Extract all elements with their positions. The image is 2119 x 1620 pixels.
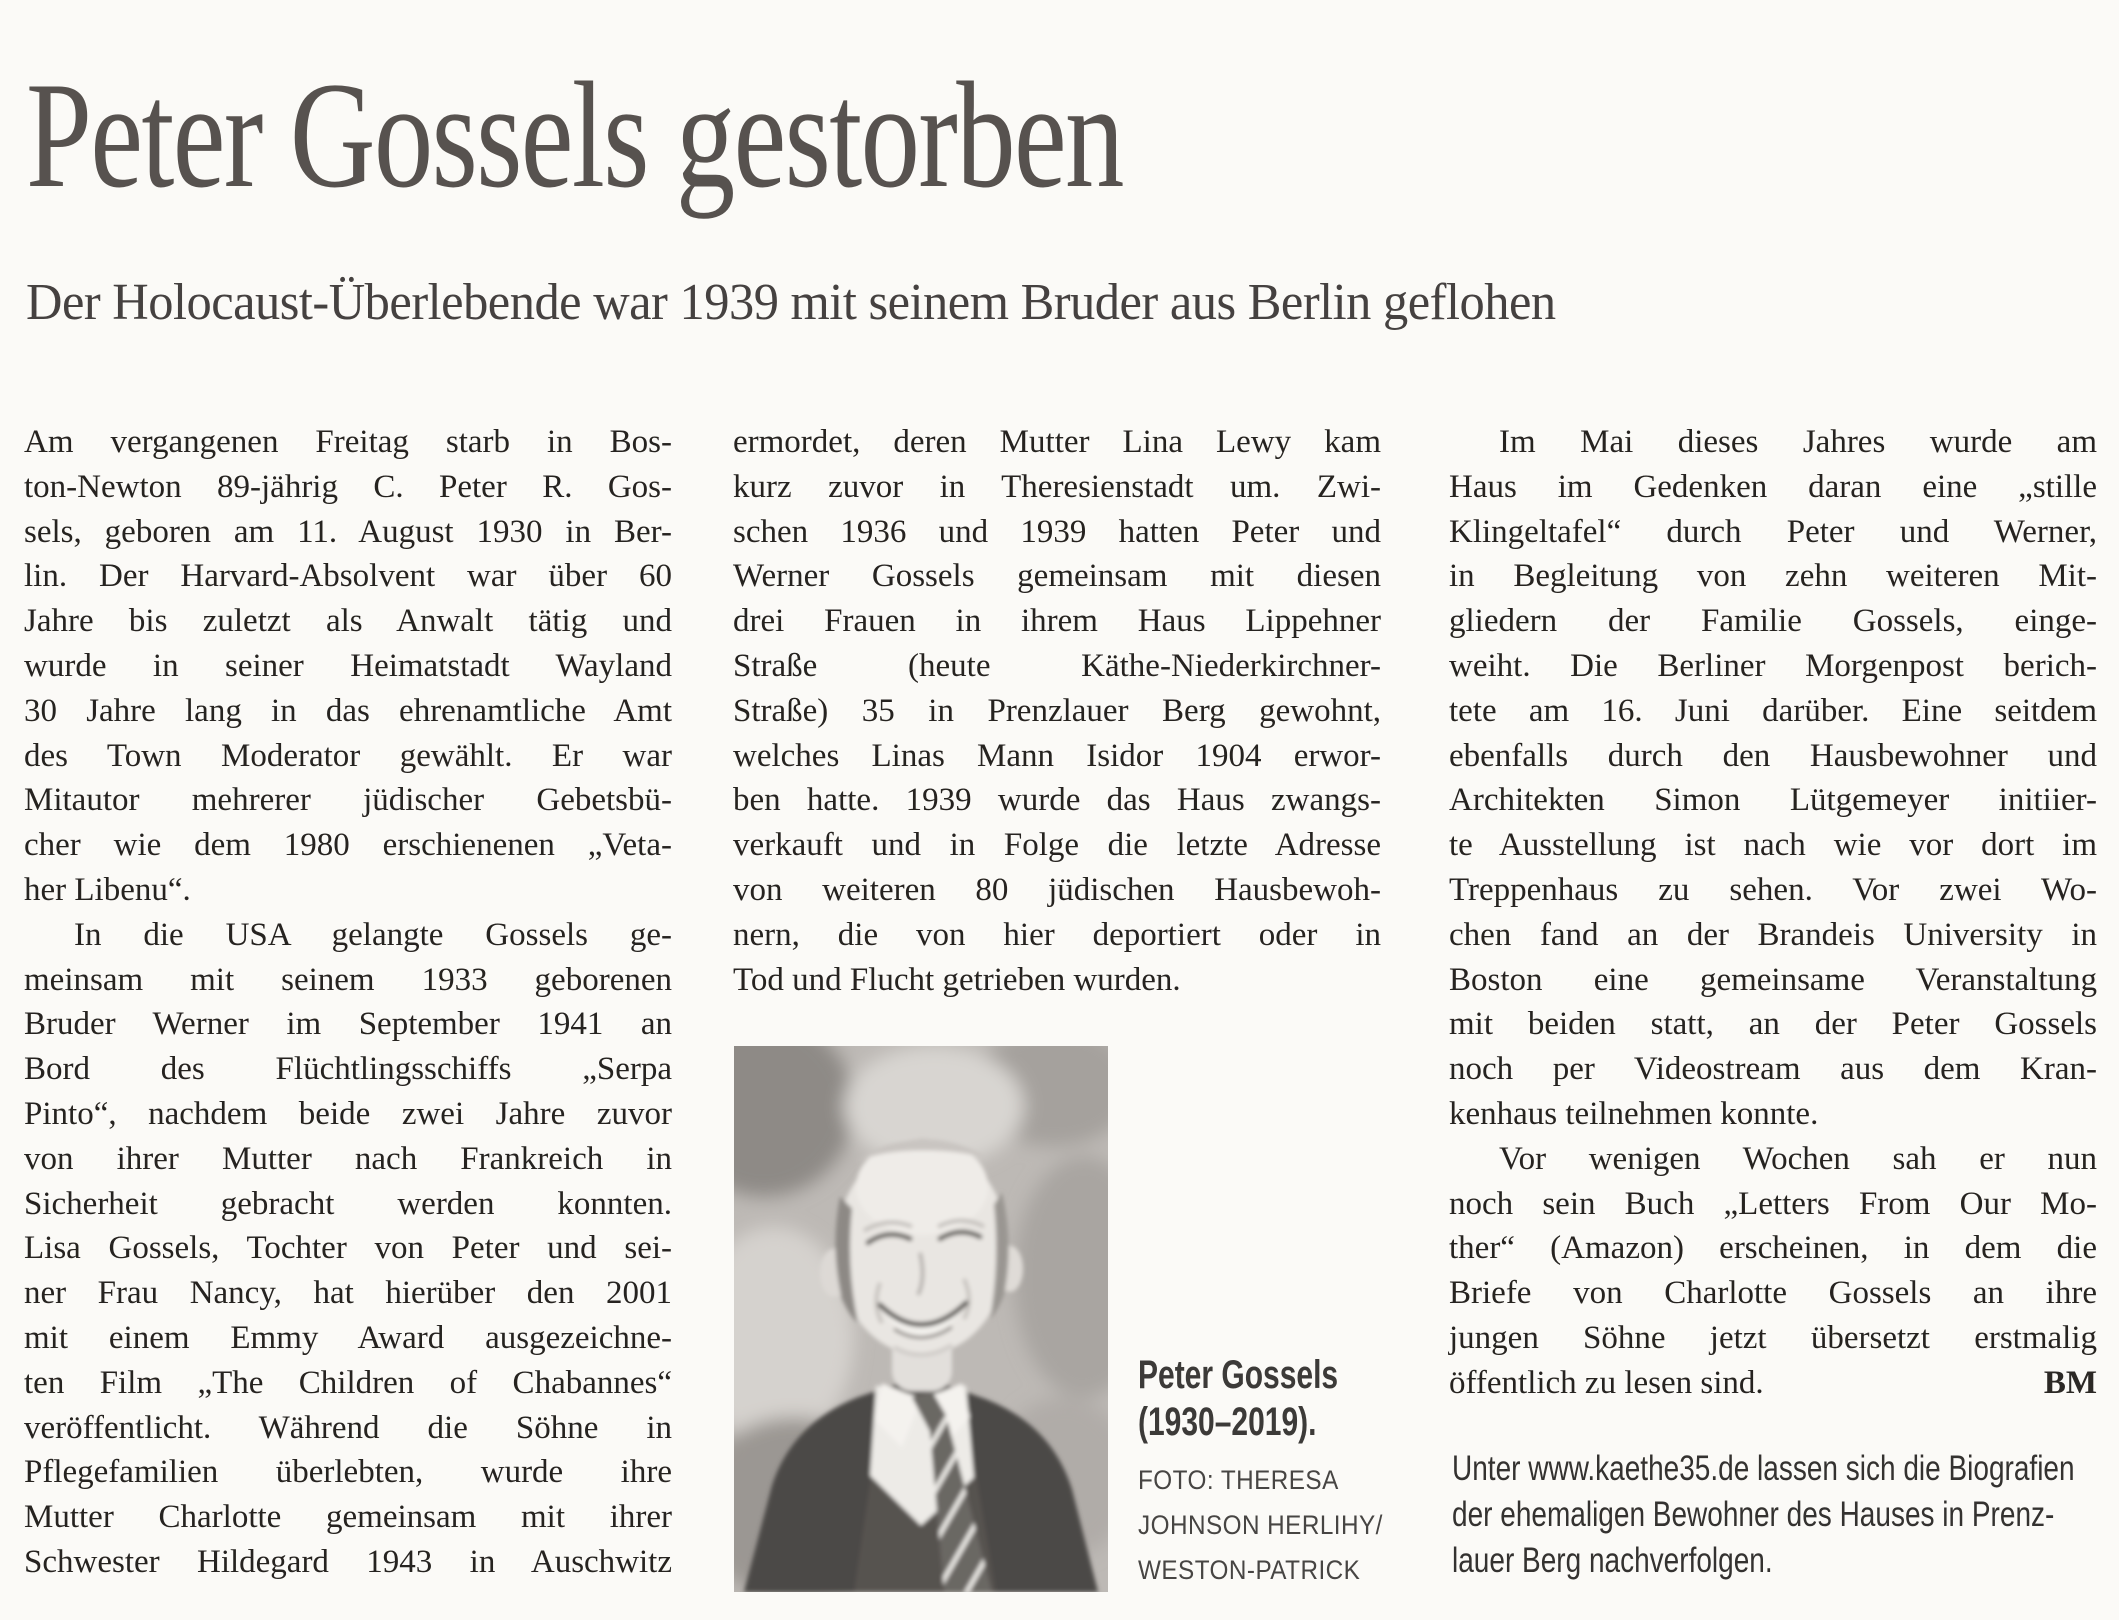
body-text-line: Straße) 35 in Prenzlauer Berg gewohnt, [733,692,1381,729]
article-column-3 [1449,420,2097,1406]
photo-caption-name: Peter Gossels [1138,1353,1339,1397]
body-text-line: Briefe von Charlotte Gossels an ihre [1449,1275,2097,1312]
photo-credit-line: FOTO: THERESA [1138,1465,1339,1495]
body-text-line: Straße (heute Käthe-Niederkirchner- [733,647,1381,684]
body-text-line: Boston eine gemeinsame Veranstaltung [1449,961,2097,998]
body-text-line: Klingeltafel“ durch Peter und Werner, [1449,513,2097,550]
body-text-line: ton-Newton 89-jährig C. Peter R. Gos- [24,468,672,505]
body-text-line: Haus im Gedenken daran eine „stille [1449,468,2097,505]
body-text-line: gliedern der Familie Gossels, einge- [1449,603,2097,640]
body-text-line: 30 Jahre lang in das ehrenamtliche Amt [24,692,672,729]
author-initials: BM [2043,1364,2097,1401]
footer-note-line: der ehemaligen Bewohner des Hauses in Prenz- [1452,1495,2055,1534]
article-headline: Peter Gossels gestorben [26,51,1123,219]
photo-caption-dates: (1930–2019). [1138,1400,1317,1444]
body-text-line: verkauft und in Folge die letzte Adresse [733,827,1381,864]
body-text-line: Sicherheit gebracht werden konnten. [24,1185,672,1222]
body-text-line: schen 1936 und 1939 hatten Peter und [733,513,1381,550]
body-text-line: ebenfalls durch den Hausbewohner und [1449,737,2097,774]
body-text-line: ner Frau Nancy, hat hierüber den 2001 [24,1275,672,1312]
body-text-line: ther“ (Amazon) erscheinen, in dem die [1449,1230,2097,1267]
body-text-line: veröffentlicht. Während die Söhne in [24,1409,672,1446]
body-text-line: mit beiden statt, an der Peter Gossels [1449,1006,2097,1043]
footer-note-line: Unter www.kaethe35.de lassen sich die Biografien [1452,1449,2075,1488]
portrait-photo-art [734,1046,1108,1592]
body-text-line: noch per Videostream aus dem Kran- [1449,1051,2097,1088]
photo-caption [1138,1352,1438,1593]
body-text-line: welches Linas Mann Isidor 1904 erwor- [733,737,1381,774]
photo-credit-line: JOHNSON HERLIHY/ [1138,1510,1383,1540]
body-text-line: Architekten Simon Lütgemeyer initiier- [1449,782,2097,819]
body-text-line: kenhaus teilnehmen konnte. [1449,1095,1819,1132]
body-text-line: Pinto“, nachdem beide zwei Jahre zuvor [24,1095,672,1132]
body-text-line: te Ausstellung ist nach wie vor dort im [1449,827,2097,864]
body-text-line: Vor wenigen Wochen sah er nun [1499,1140,2097,1177]
body-text-line: drei Frauen in ihrem Haus Lippehner [733,603,1381,640]
body-text-line: des Town Moderator gewählt. Er war [24,737,672,774]
body-text-line: von weiteren 80 jüdischen Hausbewoh- [733,871,1381,908]
footer-note-line: lauer Berg nachverfolgen. [1452,1541,1773,1580]
body-text-line: Im Mai dieses Jahres wurde am [1499,424,2097,460]
body-text-line [1449,1361,2097,1406]
body-text-line: Mitautor mehrerer jüdischer Gebetsbü- [24,782,672,819]
body-text-line: Am vergangenen Freitag starb in Bos- [24,424,672,460]
body-text-line: Tod und Flucht getrieben wurden. [733,961,1181,998]
body-text-line: Lisa Gossels, Tochter von Peter und sei- [24,1230,672,1267]
body-text-line: Jahre bis zuletzt als Anwalt tätig und [24,603,672,640]
body-text-line: Werner Gossels gemeinsam mit diesen [733,558,1381,595]
article-column-2 [733,420,1381,1002]
article-subheadline: Der Holocaust-Überlebende war 1939 mit seinem Bruder aus Berlin geflohen [26,274,1556,331]
body-text-line: chen fand an der Brandeis University in [1449,916,2097,953]
body-text-line: her Libenu“. [24,871,191,908]
photo-credit-line: WESTON-PATRICK [1138,1555,1361,1585]
body-text-line: ben hatte. 1939 wurde das Haus zwangs- [733,782,1381,819]
body-text-line: öffentlich zu lesen sind. [1449,1364,1764,1401]
body-text-line: meinsam mit seinem 1933 geborenen [24,961,672,998]
body-text-line: sels, geboren am 11. August 1930 in Ber- [24,513,672,550]
body-text-line: Mutter Charlotte gemeinsam mit ihrer [24,1499,672,1536]
body-text-line: ermordet, deren Mutter Lina Lewy kam [733,424,1381,460]
body-text-line: Schwester Hildegard 1943 in Auschwitz [24,1543,672,1580]
body-text-line: Pflegefamilien überlebten, wurde ihre [24,1454,672,1491]
body-text-line: mit einem Emmy Award ausgezeichne- [24,1319,672,1356]
body-text-line: weiht. Die Berliner Morgenpost berich- [1449,647,2097,684]
body-text-line: nern, die von hier deportiert oder in [733,916,1381,953]
body-text-line: jungen Söhne jetzt übersetzt erstmalig [1449,1319,2097,1356]
footer-note [1452,1446,2119,1584]
photo-credit [1138,1458,1408,1593]
body-text-line: Bruder Werner im September 1941 an [24,1006,672,1043]
body-text-line: Bord des Flüchtlingsschiffs „Serpa [24,1051,672,1088]
body-text-line: von ihrer Mutter nach Frankreich in [24,1140,672,1177]
body-text-line: In die USA gelangte Gossels ge- [74,916,672,953]
body-text-line: ten Film „The Children of Chabannes“ [24,1364,672,1401]
body-text-line: in Begleitung von zehn weiteren Mit- [1449,558,2097,595]
body-text-line: kurz zuvor in Theresienstadt um. Zwi- [733,468,1381,505]
portrait-photo [734,1046,1108,1592]
body-text-line: noch sein Buch „Letters From Our Mo- [1449,1185,2097,1222]
article-column-1 [24,420,672,1585]
body-text-line: wurde in seiner Heimatstadt Wayland [24,647,672,684]
body-text-line: cher wie dem 1980 erschienenen „Veta- [24,827,672,864]
body-text-line: Treppenhaus zu sehen. Vor zwei Wo- [1449,871,2097,908]
body-text-line: lin. Der Harvard-Absolvent war über 60 [24,558,672,595]
body-text-line: tete am 16. Juni darüber. Eine seitdem [1449,692,2097,729]
